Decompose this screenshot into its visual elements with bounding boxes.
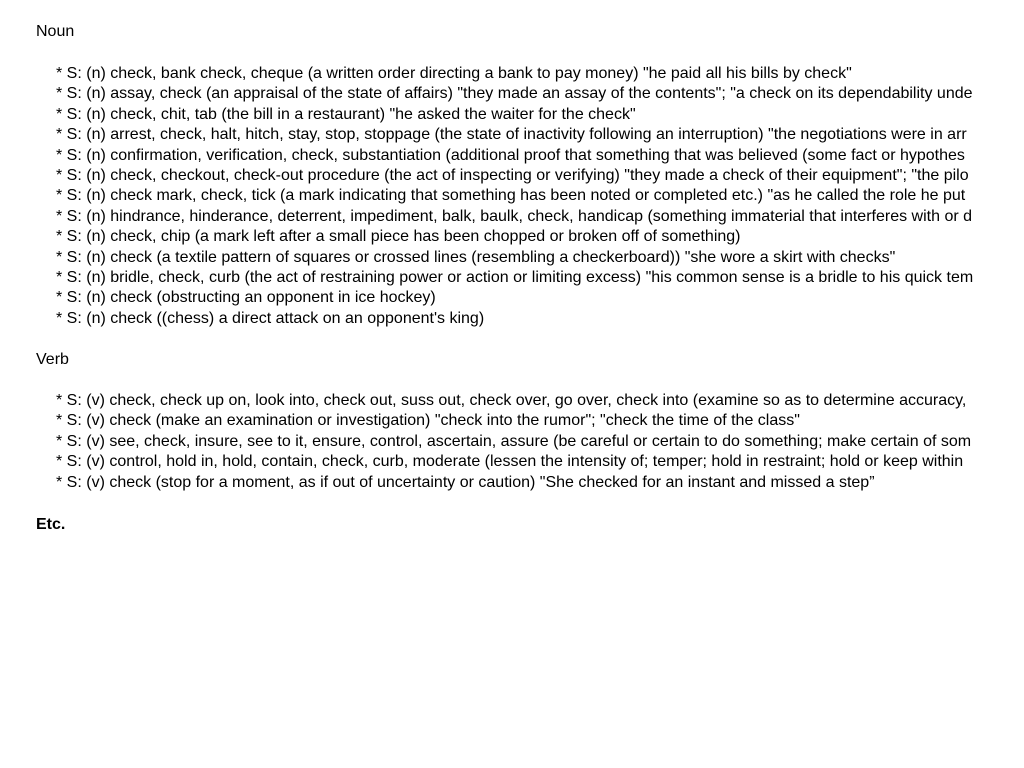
sense-item: * S: (n) check, chip (a mark left after a small piece has been chopped or broken off of something) bbox=[56, 228, 741, 246]
sense-item: * S: (n) hindrance, hinderance, deterrent, impediment, balk, baulk, check, handicap (something immaterial that interferes with or d bbox=[56, 207, 973, 225]
sense-item: * S: (v) check, check up on, look into, check out, suss out, check over, go over, check into (examine so as to determine accuracy, bbox=[56, 392, 967, 409]
noun-sense-list bbox=[56, 64, 973, 329]
sense-item: * S: (v) see, check, insure, see to it, ensure, control, ascertain, assure (be careful or certain to do something; make certain of som bbox=[56, 432, 972, 450]
sense-item: * S: (n) check mark, check, tick (a mark indicating that something has been noted or completed etc.) "as he called the role he put bbox=[56, 187, 966, 205]
etc-label: Etc. bbox=[36, 516, 66, 533]
sense-item: * S: (v) control, hold in, hold, contain, check, curb, moderate (lessen the intensity of; temper; hold in restraint; hold or keep within bbox=[56, 453, 964, 471]
noun-heading: Noun bbox=[36, 23, 75, 40]
sense-item: * S: (n) confirmation, verification, check, substantiation (additional proof that something that was believed (some fact or hypothes bbox=[56, 146, 965, 164]
verb-heading: Verb bbox=[36, 351, 69, 368]
sense-item: * S: (n) bridle, check, curb (the act of restraining power or action or limiting excess) "his common sense is a bridle to his quick tem bbox=[56, 268, 974, 286]
sense-item: * S: (n) check (obstructing an opponent in ice hockey) bbox=[56, 289, 436, 307]
verb-sense-list bbox=[56, 391, 971, 493]
sense-item: * S: (n) check, chit, tab (the bill in a restaurant) "he asked the waiter for the check" bbox=[56, 105, 636, 123]
sense-item: * S: (n) check (a textile pattern of squares or crossed lines (resembling a checkerboard)) "she wore a skirt with checks" bbox=[56, 248, 896, 266]
sense-item: * S: (n) assay, check (an appraisal of the state of affairs) "they made an assay of the contents"; "a check on its dependability unde bbox=[56, 85, 973, 103]
sense-item: * S: (v) check (stop for a moment, as if out of uncertainty or caution) "She checked for an instant and missed a step” bbox=[56, 473, 875, 491]
sense-item: * S: (v) check (make an examination or investigation) "check into the rumor"; "check the time of the class" bbox=[56, 412, 800, 430]
sense-item: * S: (n) check, checkout, check-out procedure (the act of inspecting or verifying) "they made a check of their equipment"; "the pilo bbox=[56, 166, 969, 184]
sense-item: * S: (n) check, bank check, cheque (a written order directing a bank to pay money) "he paid all his bills by check" bbox=[56, 65, 852, 82]
sense-item: * S: (n) arrest, check, halt, hitch, stay, stop, stoppage (the state of inactivity following an interruption) "the negotiations were in arr bbox=[56, 126, 967, 144]
sense-item: * S: (n) check ((chess) a direct attack on an opponent's king) bbox=[56, 309, 485, 327]
